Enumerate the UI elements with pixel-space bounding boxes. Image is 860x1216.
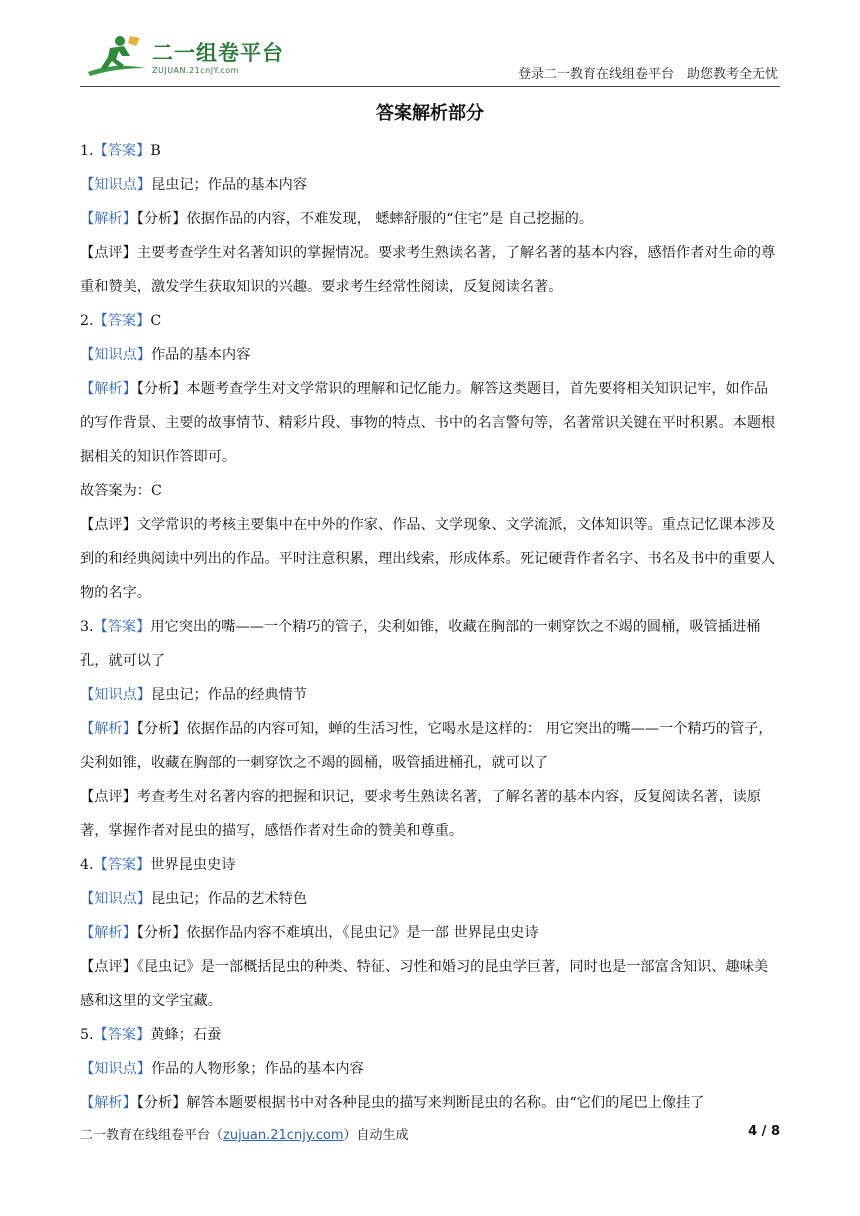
knowledge-value: 作品的基本内容 (150, 347, 251, 363)
analysis-value: 【分析】依据作品的内容可知，蝉的生活习性，它喝水是这样的： 用它突出的嘴——一个精巧的管子，尖利如锥，收藏在胸部的一刺穿饮之不竭的圆桶，吸管插进桶孔，就可以了 (80, 721, 773, 771)
comment-line-2 (80, 508, 782, 610)
page-header (80, 30, 780, 87)
comment-tag: 【点评】 (80, 789, 137, 805)
comment-value: 主要考查学生对名著知识的掌握情况。要求考生熟读名著，了解名著的基本内容，感悟作者对生命的尊重和赞美，激发学生获取知识的兴趣。要求考生经常性阅读，反复阅读名著。 (80, 245, 776, 295)
analysis-tag: 【解析】 (80, 1095, 137, 1111)
logo-text: 二一组卷平台 (152, 41, 284, 65)
analysis-line-5 (80, 1086, 782, 1120)
comment-tag: 【点评】 (80, 517, 137, 533)
footer-link[interactable]: zujuan.21cnjy.com (223, 1128, 344, 1143)
knowledge-value: 昆虫记；作品的基本内容 (150, 177, 308, 193)
knowledge-line-3 (80, 678, 782, 712)
analysis-line-3 (80, 712, 782, 780)
knowledge-value: 昆虫记；作品的艺术特色 (150, 891, 308, 907)
answer-value: B (150, 143, 161, 159)
answer-tag: 【答案】 (93, 619, 151, 635)
knowledge-line-4 (80, 882, 782, 916)
answer-value: 世界昆虫史诗 (150, 857, 236, 873)
footer-source (80, 1124, 409, 1143)
question-number: 3. (80, 619, 94, 635)
analysis-value: 【分析】依据作品内容不难填出，《昆虫记》是一部 世界昆虫史诗 (136, 925, 539, 941)
site-logo[interactable] (86, 32, 286, 82)
analysis-line-1 (80, 202, 782, 236)
page-title: 答案解析部分 (376, 103, 484, 124)
analysis-tag: 【解析】 (80, 721, 137, 737)
runner-logo-icon (86, 32, 148, 80)
knowledge-tag: 【知识点】 (80, 891, 151, 907)
answer-line-2 (80, 304, 782, 338)
analysis-value: 【分析】本题考查学生对文学常识的理解和记忆能力。解答这类题目，首先要将相关知识记牢，如作品的写作背景、主要的故事情节、精彩片段、事物的特点、书中的名言警句等，名著常识关键在平时积累。本题根据相关的知识作答即可。 (80, 381, 776, 465)
knowledge-tag: 【知识点】 (80, 347, 151, 363)
comment-value: 文学常识的考核主要集中在中外的作家、作品、文学现象、文学流派，文体知识等。重点记忆课本涉及到的和经典阅读中列出的作品。平时注意积累，理出线索，形成体系。死记硬背作者名字、书名及书中的重要人物的名字。 (80, 517, 776, 601)
question-number: 1. (80, 143, 94, 159)
answer-tag: 【答案】 (93, 1027, 151, 1043)
comment-value: 考查考生对名著内容的把握和识记，要求考生熟读名著，了解名著的基本内容，反复阅读名著，读原著，掌握作者对昆虫的描写，感悟作者对生命的赞美和尊重。 (80, 789, 762, 839)
page-number: 4 / 8 (748, 1124, 780, 1139)
answer-tag: 【答案】 (93, 857, 151, 873)
knowledge-line-2 (80, 338, 782, 372)
answer-line-4 (80, 848, 782, 882)
knowledge-tag: 【知识点】 (80, 177, 151, 193)
logo-subtext: ZUJUAN.21cnJY.com (152, 66, 239, 75)
answer-line-1 (80, 134, 782, 168)
analysis-tag: 【解析】 (80, 211, 137, 227)
analysis-tag: 【解析】 (80, 381, 137, 397)
comment-value: 《昆虫记》是一部概括昆虫的种类、特征、习性和婚习的昆虫学巨著，同时也是一部富含知识、趣味美感和这里的文学宝藏。 (80, 959, 769, 1009)
answer-value: C (150, 313, 162, 329)
question-number: 4. (80, 857, 94, 873)
answer-tag: 【答案】 (93, 313, 151, 329)
knowledge-line-1 (80, 168, 782, 202)
comment-line-4 (80, 950, 782, 1018)
extra-line-2: 故答案为：C (80, 483, 162, 499)
comment-tag: 【点评】 (80, 959, 137, 975)
knowledge-line-5 (80, 1052, 782, 1086)
knowledge-tag: 【知识点】 (80, 1061, 151, 1077)
knowledge-value: 昆虫记；作品的经典情节 (150, 687, 308, 703)
comment-line-3 (80, 780, 782, 848)
answer-value: 用它突出的嘴——一个精巧的管子，尖利如锥，收藏在胸部的一刺穿饮之不竭的圆桶，吸管插进桶孔，就可以了 (80, 619, 761, 669)
knowledge-tag: 【知识点】 (80, 687, 151, 703)
question-number: 2. (80, 313, 94, 329)
header-slogan: 登录二一教育在线组卷平台 助您教考全无忧 (517, 67, 778, 82)
footer-suffix: ）自动生成 (343, 1128, 409, 1143)
page-footer (80, 1124, 780, 1148)
analysis-line-2 (80, 372, 782, 474)
answer-line-3 (80, 610, 782, 678)
comment-line-1 (80, 236, 782, 304)
question-number: 5. (80, 1027, 94, 1043)
comment-tag: 【点评】 (80, 245, 137, 261)
answer-content (80, 134, 782, 1120)
knowledge-value: 作品的人物形象；作品的基本内容 (150, 1061, 364, 1077)
footer-prefix: 二一教育在线组卷平台（ (80, 1128, 224, 1143)
answer-value: 黄蜂；石蚕 (150, 1027, 222, 1043)
answer-tag: 【答案】 (93, 143, 151, 159)
analysis-value: 【分析】依据作品的内容，不难发现， 蟋蟀舒服的“住宅”是 自己挖掘的。 (136, 211, 594, 227)
analysis-value: 【分析】解答本题要根据书中对各种昆虫的描写来判断昆虫的名称。由“它们的尾巴上像挂了 (136, 1095, 705, 1111)
analysis-line-4 (80, 916, 782, 950)
answer-line-5 (80, 1018, 782, 1052)
analysis-tag: 【解析】 (80, 925, 137, 941)
